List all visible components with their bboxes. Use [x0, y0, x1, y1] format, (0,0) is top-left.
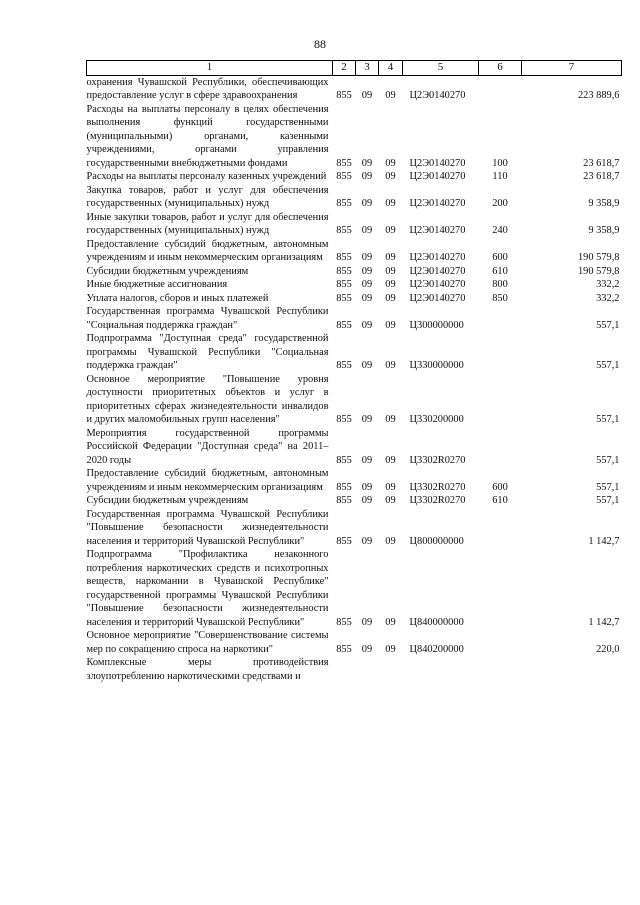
row-rz: 09 [361, 225, 373, 236]
row-name: Подпрограмма "Доступная среда" государственной программы Чувашской Республики "Социальная поддержка граждан" [86, 333, 329, 371]
row-name: Расходы на выплаты персоналу казенных учреждений [86, 171, 327, 182]
row-rz: 09 [361, 616, 373, 628]
row-name: Государственная программа Чувашской Республики "Социальная поддержка граждан" [86, 306, 329, 331]
row-vr [479, 427, 522, 468]
row-ved: 855 [336, 265, 352, 277]
row-sum: 332,2 [596, 292, 620, 304]
row-rz [356, 656, 379, 683]
row-name: Иные закупки товаров, работ и услуг для обеспечения государственных (муниципальных) нужд [86, 211, 329, 236]
row-name: Основное мероприятие "Совершенствование системы мер по сокращению спроса на наркотики" [86, 630, 329, 655]
row-pr: 09 [385, 616, 396, 628]
row-sum: 557,1 [596, 495, 620, 506]
row-csr: Ц800000000 [409, 535, 464, 547]
table-row [87, 238, 622, 265]
row-csr: Ц3302R0270 [409, 481, 466, 493]
table-row [87, 332, 622, 373]
row-rz: 09 [361, 157, 373, 169]
table-row [87, 427, 622, 468]
header-col-3: 3 [356, 61, 379, 76]
table-row [87, 265, 622, 279]
row-name: Предоставление субсидий бюджетным, автономным учреждениям и иным некоммерческим организациям [86, 468, 329, 493]
row-vr [479, 75, 522, 103]
row-csr: Ц300000000 [409, 319, 464, 331]
table-row [87, 656, 622, 683]
row-pr: 09 [385, 495, 396, 506]
row-sum: 557,1 [596, 360, 620, 371]
row-sum: 332,2 [596, 279, 620, 290]
row-vr [479, 305, 522, 332]
row-sum: 23 618,7 [583, 157, 620, 169]
row-ved: 855 [336, 279, 352, 290]
row-sum: 190 579,8 [577, 265, 620, 277]
table-row [87, 211, 622, 238]
row-rz: 09 [361, 265, 373, 277]
row-pr: 09 [385, 265, 396, 277]
row-csr: Ц2Э0140270 [409, 252, 466, 263]
row-pr: 09 [385, 535, 396, 547]
row-csr: Ц2Э0140270 [409, 225, 466, 236]
row-vr: 200 [492, 198, 508, 209]
row-vr: 100 [492, 157, 508, 169]
row-pr: 09 [385, 360, 396, 371]
row-csr: Ц2Э0140270 [409, 279, 466, 290]
row-ved: 855 [336, 414, 352, 425]
row-pr: 09 [385, 454, 396, 466]
row-ved: 855 [336, 643, 352, 655]
table-row [87, 103, 622, 171]
row-rz: 09 [361, 360, 373, 371]
row-pr: 09 [385, 279, 396, 290]
row-csr: Ц2Э0140270 [409, 171, 466, 182]
table-row [87, 75, 622, 103]
row-ved: 855 [336, 481, 352, 493]
row-rz: 09 [361, 198, 373, 209]
row-csr: Ц2Э0140270 [409, 292, 466, 304]
row-vr [479, 508, 522, 549]
header-col-5: 5 [403, 61, 479, 76]
row-vr [479, 373, 522, 427]
row-vr: 610 [492, 495, 508, 506]
row-vr: 800 [492, 279, 508, 290]
row-csr: Ц3302R0270 [409, 495, 466, 506]
row-ved: 855 [336, 292, 352, 304]
row-sum: 557,1 [596, 319, 620, 331]
row-sum: 190 579,8 [577, 252, 620, 263]
row-sum: 220,0 [596, 643, 620, 655]
row-rz: 09 [361, 319, 373, 331]
row-pr: 09 [385, 171, 396, 182]
page-number: 88 [314, 37, 326, 51]
row-sum [522, 656, 622, 683]
row-rz: 09 [361, 292, 373, 304]
row-vr: 610 [492, 265, 508, 277]
row-sum: 9 358,9 [588, 198, 620, 209]
row-name: Расходы на выплаты персоналу в целях обеспечения выполнения функций государственными (муниципальными) органами, казенными учреждениями, органами управления государственными внебюджетными фондами [86, 103, 329, 169]
row-name: Подпрограмма "Профилактика незаконного потребления наркотических средств и психотропных веществ, наркомании в Чувашской Республике" государственной программы Чувашской Республики "Повышение безопасности жизнедеятельности населения и территорий Чувашской Республики" [86, 549, 329, 628]
row-name: Иные бюджетные ассигнования [86, 279, 228, 290]
row-pr: 09 [385, 292, 396, 304]
row-sum: 1 142,7 [588, 535, 620, 547]
row-csr: Ц3302R0270 [409, 454, 466, 466]
row-sum: 557,1 [596, 414, 620, 425]
row-rz: 09 [361, 535, 373, 547]
row-name: Мероприятия государственной программы Российской Федерации "Доступная среда" на 2011–2020 годы [86, 427, 329, 466]
row-vr: 600 [492, 481, 508, 493]
table-row [87, 548, 622, 629]
table-row [87, 494, 622, 508]
row-pr: 09 [385, 414, 396, 425]
table-row [87, 170, 622, 184]
row-csr: Ц330200000 [409, 414, 464, 425]
row-pr: 09 [385, 90, 396, 101]
row-name: Уплата налогов, сборов и иных платежей [86, 292, 269, 304]
row-name: Предоставление субсидий бюджетным, автономным учреждениям и иным некоммерческим организациям [86, 238, 329, 263]
row-sum: 557,1 [596, 454, 620, 466]
row-vr [479, 548, 522, 629]
row-sum: 557,1 [596, 481, 620, 493]
row-name: Закупка товаров, работ и услуг для обеспечения государственных (муниципальных) нужд [86, 184, 329, 209]
table-row [87, 184, 622, 211]
table-row [87, 467, 622, 494]
row-ved: 855 [336, 225, 352, 236]
row-rz: 09 [361, 252, 373, 263]
row-ved: 855 [336, 198, 352, 209]
row-vr: 600 [492, 252, 508, 263]
row-rz: 09 [361, 454, 373, 466]
row-ved: 855 [336, 535, 352, 547]
header-col-7: 7 [522, 61, 622, 76]
table-row [87, 292, 622, 306]
row-csr: Ц2Э0140270 [409, 90, 466, 101]
row-sum: 223 889,6 [577, 90, 620, 101]
header-row [87, 61, 622, 76]
row-pr [379, 656, 403, 683]
row-pr: 09 [385, 225, 396, 236]
row-ved: 855 [336, 360, 352, 371]
row-name: Субсидии бюджетным учреждениям [86, 265, 249, 277]
row-rz: 09 [361, 495, 373, 506]
table-row [87, 629, 622, 656]
row-csr: Ц330000000 [409, 360, 464, 371]
row-vr: 110 [492, 171, 508, 182]
row-rz: 09 [361, 279, 373, 290]
row-csr: Ц840200000 [409, 643, 464, 655]
row-ved: 855 [336, 90, 352, 101]
row-pr: 09 [385, 157, 396, 169]
row-sum: 9 358,9 [588, 225, 620, 236]
row-vr [479, 332, 522, 373]
row-rz: 09 [361, 90, 373, 101]
table-row [87, 305, 622, 332]
row-name: охранения Чувашской Республики, обеспечивающих предоставление услуг в сфере здравоохранения [86, 76, 329, 101]
row-csr: Ц2Э0140270 [409, 157, 466, 169]
header-col-4: 4 [379, 61, 403, 76]
row-ved: 855 [336, 157, 352, 169]
table-row [87, 508, 622, 549]
row-vr [479, 629, 522, 656]
header-col-2: 2 [333, 61, 356, 76]
row-vr: 850 [492, 292, 508, 304]
row-ved: 855 [336, 616, 352, 628]
row-ved: 855 [336, 252, 352, 263]
row-name: Комплексные меры противодействия злоупотреблению наркотическими средствами и [86, 657, 329, 682]
row-rz: 09 [361, 414, 373, 425]
row-pr: 09 [385, 643, 396, 655]
row-csr: Ц2Э0140270 [409, 198, 466, 209]
row-pr: 09 [385, 319, 396, 331]
row-rz: 09 [361, 171, 373, 182]
row-pr: 09 [385, 252, 396, 263]
row-ved: 855 [336, 495, 352, 506]
header-col-6: 6 [479, 61, 522, 76]
table-row [87, 373, 622, 427]
row-rz: 09 [361, 481, 373, 493]
row-pr: 09 [385, 481, 396, 493]
row-sum: 1 142,7 [588, 616, 620, 628]
row-name: Субсидии бюджетным учреждениям [86, 495, 249, 506]
row-csr: Ц2Э0140270 [409, 265, 466, 277]
row-name: Основное мероприятие "Повышение уровня доступности приоритетных объектов и услуг в приоритетных сферах жизнедеятельности инвалидов и других маломобильных групп населения" [86, 373, 329, 425]
budget-table [86, 60, 622, 683]
row-name: Государственная программа Чувашской Республики "Повышение безопасности жизнедеятельности населения и территорий Чувашской Республики" [86, 508, 329, 547]
row-csr [403, 656, 479, 683]
row-vr [479, 656, 522, 683]
row-rz: 09 [361, 643, 373, 655]
row-ved: 855 [336, 171, 352, 182]
row-sum: 23 618,7 [583, 171, 620, 182]
row-ved: 855 [336, 454, 352, 466]
row-ved [333, 656, 356, 683]
row-ved: 855 [336, 319, 352, 331]
row-pr: 09 [385, 198, 396, 209]
row-csr: Ц840000000 [409, 616, 464, 628]
table-row [87, 278, 622, 292]
row-vr: 240 [492, 225, 508, 236]
header-col-1: 1 [87, 61, 333, 76]
